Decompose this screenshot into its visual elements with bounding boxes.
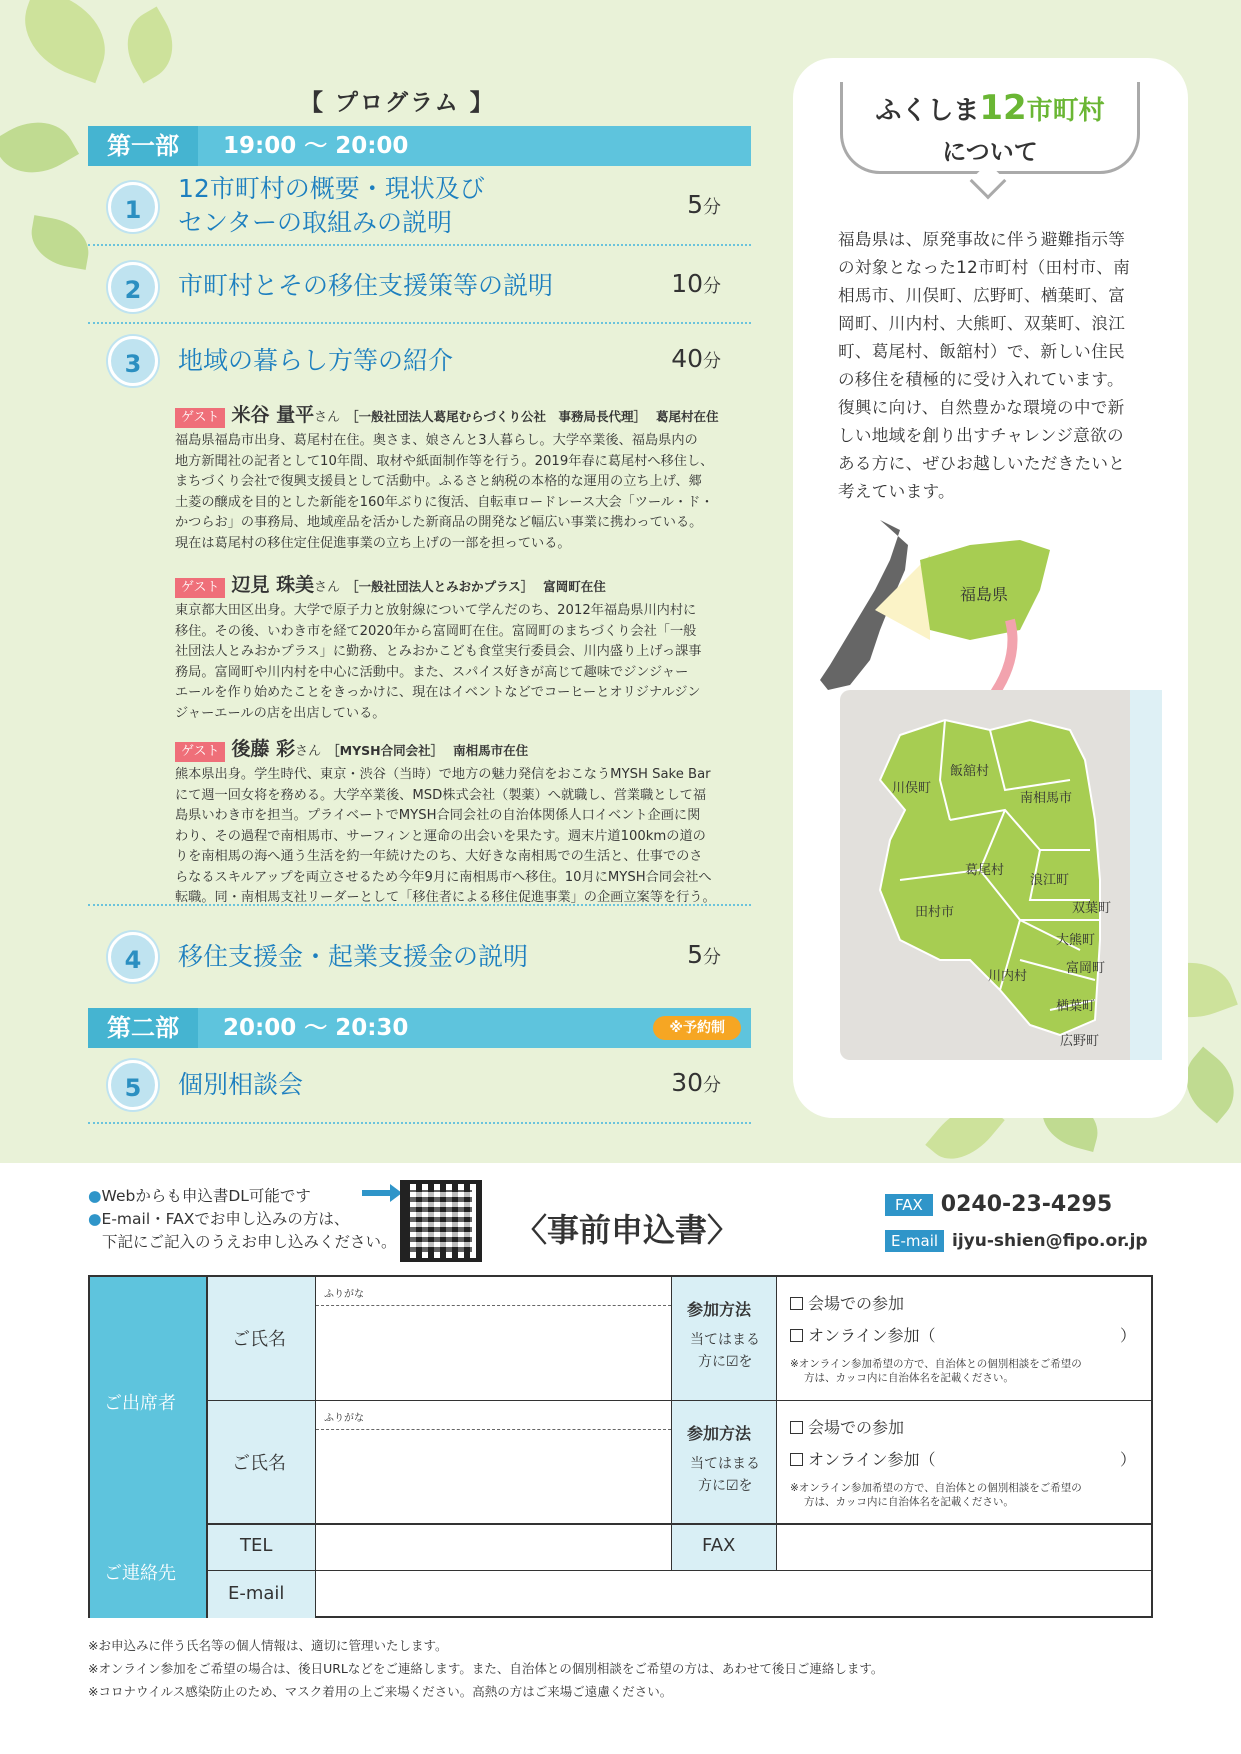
furigana-label: ふりがな [324,1289,364,1300]
application-form [88,1275,1153,1618]
map-label-futaba: 双葉町 [1072,901,1112,916]
method-label: 参加方法 [687,1300,752,1319]
item-number: 2 [108,262,158,312]
fax-input[interactable] [777,1525,1153,1571]
venue-checkbox[interactable] [790,1291,904,1314]
online-note [790,1481,1082,1509]
fax-field-label: FAX [702,1535,736,1556]
item-duration [671,344,721,373]
item-title: 個別相談会 [178,1070,304,1099]
guest-name: 米谷 量平 [231,404,315,426]
guest-profile [175,574,755,724]
guest-bio-line: 社団法人とみおかプラス」に勤務、とみおかこども食堂実行委員会、川内盛り上げっ課事 [175,644,702,659]
footnote: ※コロナウイルス感染防止のため、マスク着用の上ご来場ください。高熱の方はご来場ご遠慮ください。 [88,1684,673,1699]
map-label-iitate: 飯舘村 [950,764,990,779]
guest-tag: ゲスト [175,742,225,762]
online-checkbox[interactable] [790,1447,936,1470]
item-unit: 分 [703,276,721,297]
guest-honorific: さん [295,744,322,759]
guest-bio-line: 島県いわき市を担当。プライベートでMYSH合同会社の自治体関係人口イベント企画に関 [175,808,701,823]
map-label-minamisoma: 南相馬市 [1020,791,1073,806]
venue-checkbox[interactable] [790,1415,904,1438]
guest-bio-line: わり、その過程で南相馬市、サーフィンと運命の出会いを果たす。週末片道100kmの道の [175,828,706,844]
reservation-badge: ※予約制 [653,1016,741,1040]
guest-residence: 富岡町在住 [543,579,606,594]
online-note-line: ※オンライン参加希望の方で、自治体との個別相談をご希望の [790,1482,1082,1494]
name-input-1[interactable] [316,1306,671,1401]
tel-input[interactable] [316,1525,671,1571]
method-hint: 方に☑を [698,1354,753,1370]
online-paren-close: ） [1120,1450,1137,1469]
item-duration [671,269,721,298]
about-title [840,88,1140,128]
form-title: 〈事前申込書〉 [515,1211,740,1249]
attendee-label: ご出席者 [104,1393,176,1414]
fax-label: FAX [885,1194,933,1216]
item-title: 移住支援金・起業支援金の説明 [178,942,529,971]
guest-bio-line: 福島県福島市出身、葛尾村在住。奥さま、娘さんと3人暮らし。大学卒業後、福島県内の [175,433,698,448]
part2-label: 第二部 [88,1008,198,1048]
online-note-line: 方は、カッコ内に自治体名を記載ください。 [804,1372,1014,1384]
online-option-label: オンライン参加（ [808,1450,936,1469]
item-unit: 分 [703,947,721,968]
guest-name: 辺見 珠美 [231,574,315,596]
email-label: E-mail [885,1230,944,1252]
fax-contact [885,1192,1112,1217]
online-option-label: オンライン参加（ [808,1326,936,1345]
part1-label: 第一部 [88,126,198,166]
guest-bio-line: にて週一回女将を務める。大学卒業後、MSD株式会社（製薬）へ就職し、営業職として福 [175,787,707,803]
online-note [790,1357,1082,1385]
guest-tag: ゲスト [175,408,225,428]
part1-bar [88,126,751,166]
guest-organization: ［一般社団法人葛尾むらづくり公社 事務局長代理］ [346,409,647,424]
item-minutes: 10 [671,269,703,298]
guest-bio-line: 東京都大田区出身。大学で原子力と放射線について学んだのち、2012年福島県川内村に [175,603,697,618]
guest-bio-line: りを南相馬の海へ通う生活を約一年続けたのち、大好きな南相馬での生活と、仕事でのさ [175,849,703,864]
item-unit: 分 [703,351,721,372]
guest-residence: 葛尾村在住 [656,409,719,424]
guest-bio-line: 転職。同・南相馬支社リーダーとして「移住者による移住促進事業」の企画立案等を行う。 [175,890,716,905]
method-hint: 方に☑を [698,1478,753,1494]
qr-code-icon[interactable] [400,1180,482,1262]
guest-bio-line: かつらお」の事務局、地域産品を活かした新商品の開発など幅広い事業に携わっている。 [175,515,703,530]
prefecture-label: 福島県 [960,585,1009,604]
map-label-hirono: 広野町 [1060,1034,1100,1049]
email-field-label: E-mail [228,1583,285,1604]
about-title-post: 市町村 [1026,96,1105,126]
footnote: ※お申込みに伴う氏名等の個人情報は、適切に管理いたします。 [88,1638,448,1653]
about-body [838,226,1156,506]
item-minutes: 40 [671,344,703,373]
program-item [88,248,751,324]
sea-area [1130,690,1162,1060]
method-hint: 当てはまる [690,1456,760,1472]
map-label-namie: 浪江町 [1030,873,1070,888]
contact-label: ご連絡先 [104,1563,176,1584]
part2-bar [88,1008,751,1048]
email-address[interactable]: ijyu-shien@fipo.or.jp [952,1231,1148,1251]
venue-option-label: 会場での参加 [808,1418,905,1437]
name-input-2[interactable] [316,1430,671,1525]
map-label-kawauchi: 川内村 [988,969,1028,984]
method-hint: 当てはまる [690,1332,760,1348]
tel-label: TEL [240,1535,273,1556]
map-label-kawamata: 川俣町 [892,781,932,796]
note-web-download: Webからも申込書DL可能です [101,1187,311,1205]
item-title-line: センターの取組みの説明 [178,208,453,237]
about-body-line: 復興に向け、自然豊かな環境の中で新 [838,398,1125,417]
about-title-line2: について [942,138,1038,166]
email-input[interactable] [316,1571,1153,1618]
email-contact [885,1230,1148,1252]
program-title: 【 プログラム 】 [300,90,495,116]
about-body-line: の対象となった12市町村（田村市、南 [838,258,1131,277]
item-title-line: 12市町村の概要・現状及び [178,174,485,203]
note-fill-in: 下記にご記入のうえお申し込みください。 [102,1233,397,1251]
guest-organization: ［MYSH合同会社］ [327,743,444,758]
name-label: ご氏名 [232,1329,286,1350]
about-body-line: 考えています。 [838,482,955,501]
part2-time: 20:00 ～ 20:30 [223,1015,409,1041]
item-minutes: 5 [687,190,703,219]
about-body-line: の移住を積極的に受け入れています。 [838,370,1124,389]
map-label-okuma: 大熊町 [1056,933,1096,948]
guest-tag: ゲスト [175,578,225,598]
part1-time: 19:00 ～ 20:00 [223,133,409,159]
online-paren-close: ） [1120,1326,1137,1345]
item-minutes: 5 [687,940,703,969]
guest-name: 後藤 彩 [231,738,296,760]
about-body-line: 岡町、川内村、大熊町、双葉町、浪江 [838,314,1126,333]
guest-bio-line: 移住。その後、いわき市を経て2020年から富岡町在住。富岡町のまちづくり会社「一般 [175,623,697,639]
guest-profile [175,738,755,909]
guest-bio-line: 地方新聞社の記者として10年間、取材や紙面制作等を行う。2019年春に葛尾村へ移住し、 [175,453,714,469]
about-title-pre: ふくしま [875,96,980,126]
item-title: 地域の暮らし方等の紹介 [178,346,454,375]
about-body-line: 相馬市、川俣町、広野町、楢葉町、富 [838,286,1126,305]
online-checkbox[interactable] [790,1323,936,1346]
item-number: 5 [108,1060,158,1110]
footnote: ※オンライン参加をご希望の場合は、後日URLなどをご連絡します。また、自治体との個別相談をご希望の方は、あわせて後日ご連絡します。 [88,1661,884,1676]
about-title-number: 12 [979,88,1027,128]
guest-bio-line: 熊本県出身。学生時代、東京・渋谷（当時）で地方の魅力発信をおこなうMYSH Sake Bar [175,767,711,782]
guest-organization: ［一般社団法人とみおかプラス］ [346,579,534,594]
fax-number: 0240-23-4295 [940,1192,1113,1217]
item-title: 市町村とその移住支援策等の説明 [178,271,554,300]
venue-option-label: 会場での参加 [808,1294,905,1313]
map-label-tamura: 田村市 [915,905,955,920]
about-body-line: ある方に、ぜひお越しいただきたいと [838,454,1126,473]
method-label: 参加方法 [687,1424,752,1443]
map-label-naraha: 楢葉町 [1056,999,1096,1014]
item-unit: 分 [703,197,721,218]
guest-bio-line: 務局。富岡町や川内村を中心に活動中。また、スパイス好きが高じて趣味でジンジャー [175,664,689,680]
arrow-right-icon [362,1190,392,1196]
fukushima-map [820,520,1170,1080]
guest-profile [175,404,755,554]
guest-honorific: さん [314,580,341,595]
about-body-line: しい地域を創り出すチャレンジ意欲の [838,426,1124,445]
guest-bio-line: 現在は葛尾村の移住定住促進事業の立ち上げの一部を担っている。 [175,535,571,551]
item-duration [687,940,721,969]
guest-bio-line: ジャーエールの店を出店している。 [175,705,386,721]
program-item [88,168,751,246]
program-item [88,1052,751,1124]
item-number: 1 [108,182,158,232]
guest-bio-line: らなるスキルアップを両立させるため今年9月に南相馬市へ移住。10月にMYSH合同会社へ [175,869,712,885]
about-body-line: 福島県は、原発事故に伴う避難指示等 [838,230,1126,249]
guest-residence: 南相馬市在住 [453,743,529,758]
note-email-fax: E-mail・FAXでお申し込みの方は、 [101,1210,350,1228]
item-number: 3 [108,336,158,386]
item-number: 4 [108,932,158,982]
guest-honorific: さん [314,410,341,425]
guest-bio-line: エールを作り始めたことをきっかけに、現在はイベントなどでコーヒーとオリジナルジン [175,685,701,700]
program-item [88,928,751,992]
online-note-line: 方は、カッコ内に自治体名を記載ください。 [804,1496,1014,1508]
item-duration [671,1068,721,1097]
guest-bio-line: 土菱の醸成を目的とした新能を160年ぶりに復活、自転車ロードレース大会「ツール・ド・ [175,494,714,510]
item-duration [687,190,721,219]
footnotes [88,1634,883,1703]
furigana-label: ふりがな [324,1413,364,1424]
item-minutes: 30 [671,1068,703,1097]
map-label-katsurao: 葛尾村 [965,863,1005,878]
guest-bio-line: まちづくり会社で復興支援員として活動中。ふるさと納税の本格的な運用の立ち上げ、郷 [175,474,702,489]
online-note-line: ※オンライン参加希望の方で、自治体との個別相談をご希望の [790,1358,1082,1370]
item-unit: 分 [703,1075,721,1096]
application-notes: ●Webからも申込書DL可能です ●E-mail・FAXでお申し込みの方は、 下記にご記入のうえお申し込みください。 [88,1185,397,1254]
item-title [178,172,485,240]
map-label-tomioka: 富岡町 [1066,961,1106,976]
name-label: ご氏名 [232,1453,286,1474]
about-body-line: 町、葛尾村、飯舘村）で、新しい住民 [838,342,1125,361]
